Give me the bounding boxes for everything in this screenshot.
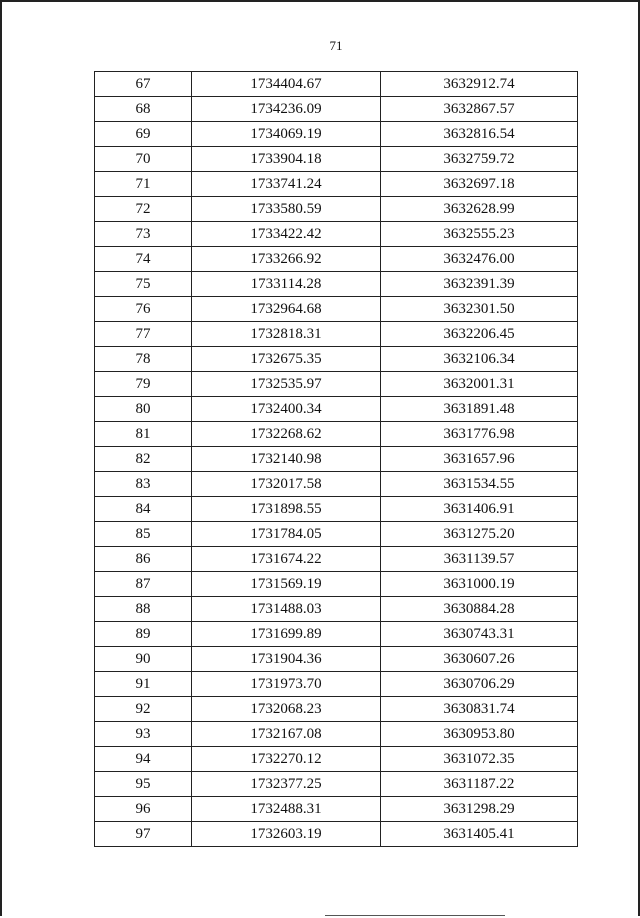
x-coordinate-cell: 1731973.70	[192, 672, 381, 697]
x-coordinate-cell: 1732167.08	[192, 722, 381, 747]
y-coordinate-cell: 3631187.22	[381, 772, 578, 797]
point-number-cell: 70	[95, 147, 192, 172]
x-coordinate-cell: 1731488.03	[192, 597, 381, 622]
table-row	[95, 197, 578, 222]
point-number-cell: 67	[95, 72, 192, 97]
y-coordinate-cell: 3632476.00	[381, 247, 578, 272]
point-number-cell: 76	[95, 297, 192, 322]
y-coordinate-cell: 3631405.41	[381, 822, 578, 847]
x-coordinate-cell: 1732068.23	[192, 697, 381, 722]
y-coordinate-cell: 3630706.29	[381, 672, 578, 697]
table-row	[95, 572, 578, 597]
y-coordinate-cell: 3631891.48	[381, 397, 578, 422]
y-coordinate-cell: 3632391.39	[381, 272, 578, 297]
table-row	[95, 672, 578, 697]
table-row	[95, 597, 578, 622]
coordinates-table	[94, 71, 578, 847]
x-coordinate-cell: 1732268.62	[192, 422, 381, 447]
x-coordinate-cell: 1732017.58	[192, 472, 381, 497]
x-coordinate-cell: 1733741.24	[192, 172, 381, 197]
point-number-cell: 97	[95, 822, 192, 847]
table-row	[95, 497, 578, 522]
y-coordinate-cell: 3631406.91	[381, 497, 578, 522]
point-number-cell: 87	[95, 572, 192, 597]
table-row	[95, 472, 578, 497]
x-coordinate-cell: 1731898.55	[192, 497, 381, 522]
x-coordinate-cell: 1732140.98	[192, 447, 381, 472]
table-row	[95, 797, 578, 822]
y-coordinate-cell: 3632001.31	[381, 372, 578, 397]
x-coordinate-cell: 1732488.31	[192, 797, 381, 822]
table-row	[95, 422, 578, 447]
point-number-cell: 68	[95, 97, 192, 122]
point-number-cell: 72	[95, 197, 192, 222]
point-number-cell: 77	[95, 322, 192, 347]
point-number-cell: 96	[95, 797, 192, 822]
y-coordinate-cell: 3632912.74	[381, 72, 578, 97]
y-coordinate-cell: 3632106.34	[381, 347, 578, 372]
y-coordinate-cell: 3631298.29	[381, 797, 578, 822]
y-coordinate-cell: 3630884.28	[381, 597, 578, 622]
x-coordinate-cell: 1734069.19	[192, 122, 381, 147]
table-row	[95, 447, 578, 472]
table-row	[95, 347, 578, 372]
point-number-cell: 90	[95, 647, 192, 672]
footer-rule	[325, 915, 505, 916]
point-number-cell: 75	[95, 272, 192, 297]
point-number-cell: 83	[95, 472, 192, 497]
x-coordinate-cell: 1733114.28	[192, 272, 381, 297]
y-coordinate-cell: 3632628.99	[381, 197, 578, 222]
table-row	[95, 747, 578, 772]
y-coordinate-cell: 3630953.80	[381, 722, 578, 747]
point-number-cell: 93	[95, 722, 192, 747]
point-number-cell: 80	[95, 397, 192, 422]
x-coordinate-cell: 1731904.36	[192, 647, 381, 672]
table-row	[95, 97, 578, 122]
y-coordinate-cell: 3632759.72	[381, 147, 578, 172]
point-number-cell: 86	[95, 547, 192, 572]
table-row	[95, 547, 578, 572]
point-number-cell: 69	[95, 122, 192, 147]
x-coordinate-cell: 1734404.67	[192, 72, 381, 97]
table-row	[95, 247, 578, 272]
y-coordinate-cell: 3632301.50	[381, 297, 578, 322]
x-coordinate-cell: 1732675.35	[192, 347, 381, 372]
point-number-cell: 73	[95, 222, 192, 247]
table-row	[95, 72, 578, 97]
point-number-cell: 78	[95, 347, 192, 372]
x-coordinate-cell: 1733266.92	[192, 247, 381, 272]
x-coordinate-cell: 1733422.42	[192, 222, 381, 247]
table-row	[95, 397, 578, 422]
y-coordinate-cell: 3632867.57	[381, 97, 578, 122]
y-coordinate-cell: 3631072.35	[381, 747, 578, 772]
point-number-cell: 95	[95, 772, 192, 797]
x-coordinate-cell: 1731784.05	[192, 522, 381, 547]
table-row	[95, 322, 578, 347]
y-coordinate-cell: 3630743.31	[381, 622, 578, 647]
y-coordinate-cell: 3630831.74	[381, 697, 578, 722]
table-row	[95, 647, 578, 672]
x-coordinate-cell: 1733580.59	[192, 197, 381, 222]
point-number-cell: 84	[95, 497, 192, 522]
y-coordinate-cell: 3631776.98	[381, 422, 578, 447]
x-coordinate-cell: 1734236.09	[192, 97, 381, 122]
table-row	[95, 122, 578, 147]
x-coordinate-cell: 1732377.25	[192, 772, 381, 797]
x-coordinate-cell: 1731569.19	[192, 572, 381, 597]
x-coordinate-cell: 1732603.19	[192, 822, 381, 847]
y-coordinate-cell: 3632206.45	[381, 322, 578, 347]
table-row	[95, 522, 578, 547]
y-coordinate-cell: 3631657.96	[381, 447, 578, 472]
point-number-cell: 82	[95, 447, 192, 472]
x-coordinate-cell: 1732400.34	[192, 397, 381, 422]
x-coordinate-cell: 1731699.89	[192, 622, 381, 647]
point-number-cell: 81	[95, 422, 192, 447]
point-number-cell: 71	[95, 172, 192, 197]
y-coordinate-cell: 3631534.55	[381, 472, 578, 497]
y-coordinate-cell: 3632555.23	[381, 222, 578, 247]
point-number-cell: 85	[95, 522, 192, 547]
x-coordinate-cell: 1733904.18	[192, 147, 381, 172]
table-row	[95, 622, 578, 647]
table-row	[95, 822, 578, 847]
table-row	[95, 222, 578, 247]
coordinates-table-body	[95, 72, 578, 847]
page-number: 71	[329, 38, 343, 53]
table-row	[95, 697, 578, 722]
x-coordinate-cell: 1731674.22	[192, 547, 381, 572]
y-coordinate-cell: 3632816.54	[381, 122, 578, 147]
point-number-cell: 79	[95, 372, 192, 397]
table-row	[95, 172, 578, 197]
table-row	[95, 372, 578, 397]
table-row	[95, 272, 578, 297]
table-row	[95, 147, 578, 172]
y-coordinate-cell: 3631139.57	[381, 547, 578, 572]
table-row	[95, 297, 578, 322]
point-number-cell: 91	[95, 672, 192, 697]
x-coordinate-cell: 1732270.12	[192, 747, 381, 772]
y-coordinate-cell: 3632697.18	[381, 172, 578, 197]
y-coordinate-cell: 3630607.26	[381, 647, 578, 672]
table-row	[95, 722, 578, 747]
point-number-cell: 74	[95, 247, 192, 272]
y-coordinate-cell: 3631000.19	[381, 572, 578, 597]
point-number-cell: 89	[95, 622, 192, 647]
point-number-cell: 94	[95, 747, 192, 772]
x-coordinate-cell: 1732818.31	[192, 322, 381, 347]
x-coordinate-cell: 1732535.97	[192, 372, 381, 397]
point-number-cell: 92	[95, 697, 192, 722]
table-row	[95, 772, 578, 797]
point-number-cell: 88	[95, 597, 192, 622]
y-coordinate-cell: 3631275.20	[381, 522, 578, 547]
x-coordinate-cell: 1732964.68	[192, 297, 381, 322]
